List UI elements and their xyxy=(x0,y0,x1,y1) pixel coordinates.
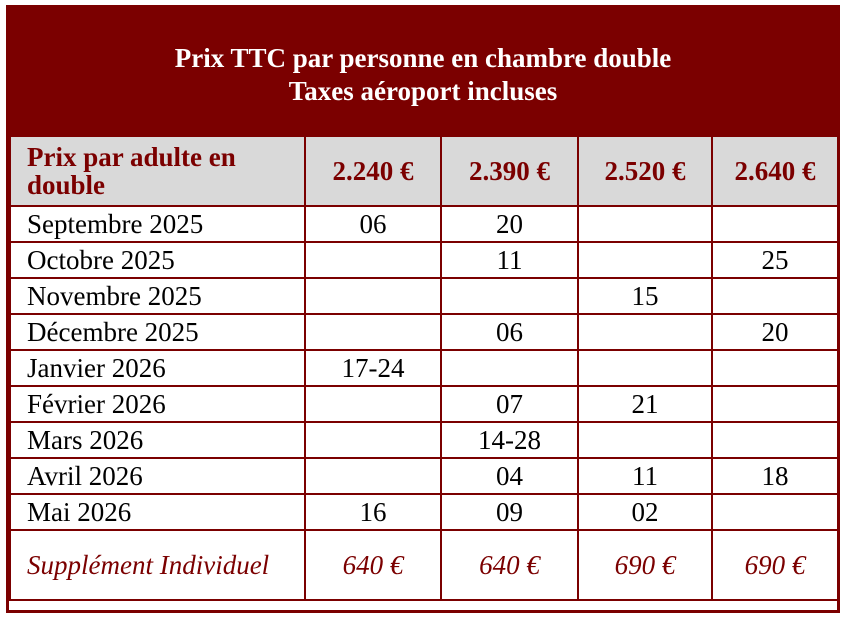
price-header-4: 2.640 € xyxy=(712,136,838,206)
supplement-value: 690 € xyxy=(578,530,712,600)
price-table xyxy=(9,135,839,601)
row-month: Mars 2026 xyxy=(10,422,305,458)
row-cell xyxy=(712,494,838,530)
row-cell xyxy=(578,206,712,242)
table-title xyxy=(9,8,837,135)
table-row xyxy=(10,314,838,350)
row-month: Novembre 2025 xyxy=(10,278,305,314)
row-cell xyxy=(578,350,712,386)
table-row xyxy=(10,422,838,458)
row-month: Mai 2026 xyxy=(10,494,305,530)
supplement-value: 690 € xyxy=(712,530,838,600)
row-cell: 14-28 xyxy=(441,422,578,458)
table-row xyxy=(10,242,838,278)
supplement-row xyxy=(10,530,838,600)
header-label: Prix par adulte en double xyxy=(10,136,305,206)
price-header-3: 2.520 € xyxy=(578,136,712,206)
supplement-label: Supplément Individuel xyxy=(10,530,305,600)
row-month: Décembre 2025 xyxy=(10,314,305,350)
row-month: Avril 2026 xyxy=(10,458,305,494)
header-row xyxy=(10,136,838,206)
row-cell: 21 xyxy=(578,386,712,422)
table-row xyxy=(10,350,838,386)
row-cell xyxy=(305,386,441,422)
row-cell xyxy=(578,422,712,458)
row-cell xyxy=(441,278,578,314)
row-cell xyxy=(305,422,441,458)
row-cell: 25 xyxy=(712,242,838,278)
row-cell xyxy=(305,458,441,494)
table-row xyxy=(10,278,838,314)
price-header-2: 2.390 € xyxy=(441,136,578,206)
row-cell xyxy=(712,278,838,314)
row-cell: 16 xyxy=(305,494,441,530)
row-cell: 11 xyxy=(578,458,712,494)
table-row xyxy=(10,206,838,242)
title-line-2: Taxes aéroport incluses xyxy=(288,76,558,106)
row-month: Octobre 2025 xyxy=(10,242,305,278)
table-row xyxy=(10,458,838,494)
row-cell xyxy=(578,314,712,350)
row-cell: 20 xyxy=(441,206,578,242)
row-cell: 18 xyxy=(712,458,838,494)
row-cell: 20 xyxy=(712,314,838,350)
row-cell xyxy=(305,242,441,278)
row-cell xyxy=(712,422,838,458)
row-cell xyxy=(441,350,578,386)
table-row xyxy=(10,494,838,530)
row-month: Janvier 2026 xyxy=(10,350,305,386)
title-line-1: Prix TTC par personne en chambre double xyxy=(174,43,672,73)
row-cell xyxy=(305,278,441,314)
row-cell: 07 xyxy=(441,386,578,422)
supplement-value: 640 € xyxy=(305,530,441,600)
row-cell: 04 xyxy=(441,458,578,494)
row-cell xyxy=(712,350,838,386)
row-cell xyxy=(712,206,838,242)
row-cell xyxy=(712,386,838,422)
row-cell: 06 xyxy=(441,314,578,350)
price-table-frame xyxy=(6,5,840,613)
row-cell: 06 xyxy=(305,206,441,242)
row-cell xyxy=(578,242,712,278)
row-month: Septembre 2025 xyxy=(10,206,305,242)
row-cell: 09 xyxy=(441,494,578,530)
table-row xyxy=(10,386,838,422)
price-header-1: 2.240 € xyxy=(305,136,441,206)
row-cell xyxy=(305,314,441,350)
row-month: Février 2026 xyxy=(10,386,305,422)
row-cell: 15 xyxy=(578,278,712,314)
row-cell: 11 xyxy=(441,242,578,278)
row-cell: 17-24 xyxy=(305,350,441,386)
row-cell: 02 xyxy=(578,494,712,530)
supplement-value: 640 € xyxy=(441,530,578,600)
